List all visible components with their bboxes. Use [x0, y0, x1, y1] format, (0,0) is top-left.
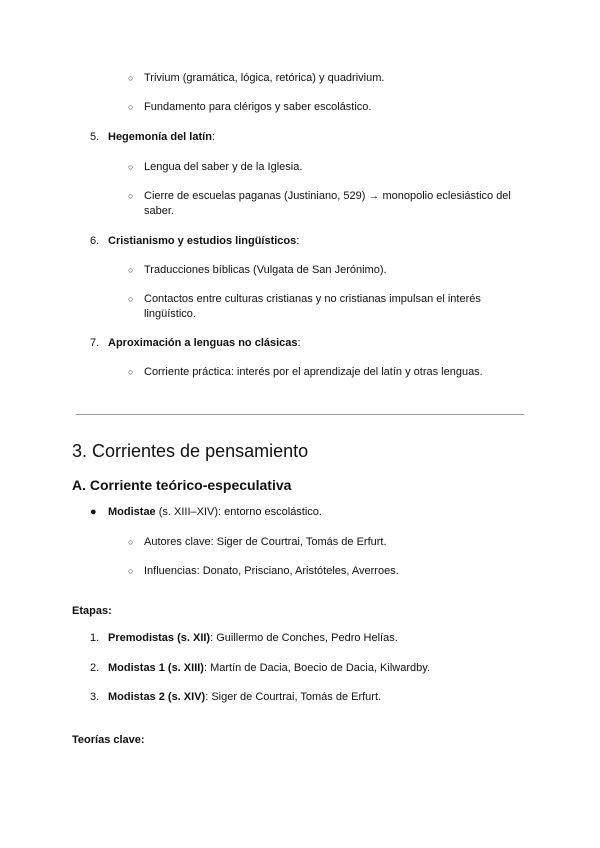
etapa-title: Modistas 1 (s. XIII) [108, 662, 204, 674]
list-item-tail: : [211, 131, 215, 143]
etapa-rest: : Siger de Courtrai, Tomás de Erfurt. [205, 691, 382, 703]
sub-bullet-marker: ○ [128, 162, 134, 172]
sub-bullet-marker: ○ [128, 537, 134, 547]
etapa-rest: : Martín de Dacia, Boecio de Dacia, Kilwardby. [203, 662, 430, 674]
sub-bullet-text: Corriente práctica: interés por el aprendizaje del latín y otras lenguas. [144, 366, 483, 378]
list-number: 6. [90, 235, 100, 247]
sub-bullet-text: Influencias: Donato, Prisciano, Aristóteles, Averroes. [144, 565, 399, 577]
etapa-title: Modistas 2 (s. XIV) [108, 691, 206, 703]
list-item-tail: : [296, 235, 300, 247]
etapa-title: Premodistas (s. XII) [108, 632, 211, 644]
modistae-rest: (s. XIII–XIV): entorno escolástico. [155, 506, 322, 518]
subsection-heading: A. Corriente teórico-especulativa [72, 477, 292, 493]
list-number: 3. [90, 691, 100, 703]
sub-bullet-text: Autores clave: Siger de Courtrai, Tomás de Erfurt. [144, 536, 387, 548]
etapa-line [108, 690, 381, 705]
list-number: 2. [90, 662, 100, 674]
modistae-line [108, 505, 322, 520]
sub-bullet-marker: ○ [128, 367, 134, 377]
sub-bullet-text: Cierre de escuelas paganas (Justiniano, 529) → monopolio eclesiástico del saber. [144, 190, 511, 217]
section-heading: 3. Corrientes de pensamiento [72, 441, 309, 461]
list-item-title: Cristianismo y estudios lingüísticos [108, 235, 297, 247]
sub-bullet-marker: ○ [128, 102, 134, 112]
list-item-heading [108, 234, 299, 249]
etapas-label: Etapas: [72, 605, 112, 617]
horizontal-divider [76, 414, 524, 415]
sub-bullet-text: Fundamento para clérigos y saber escolástico. [144, 101, 372, 113]
sub-bullet-text: Contactos entre culturas cristianas y no cristianas impulsan el interés lingüístico. [144, 293, 481, 320]
list-item-title: Aproximación a lenguas no clásicas [108, 337, 298, 349]
sub-bullet-marker: ○ [128, 294, 134, 304]
list-number: 1. [90, 632, 100, 644]
sub-bullet-text: Traducciones bíblicas (Vulgata de San Jerónimo). [144, 264, 387, 276]
sub-bullet-marker: ○ [128, 73, 134, 83]
etapa-line [108, 631, 398, 646]
teorias-label: Teorías clave: [72, 734, 145, 746]
sub-bullet-text: Trivium (gramática, lógica, retórica) y quadrivium. [144, 72, 385, 84]
list-number: 5. [90, 131, 100, 143]
list-item-heading [108, 336, 301, 351]
modistae-title: Modistae [108, 506, 156, 518]
etapa-line [108, 661, 430, 676]
list-item-title: Hegemonía del latín [108, 131, 212, 143]
etapa-rest: : Guillermo de Conches, Pedro Helías. [210, 632, 398, 644]
sub-bullet-marker: ○ [128, 191, 134, 201]
sub-bullet-text: Lengua del saber y de la Iglesia. [144, 161, 303, 173]
sub-bullet-marker: ○ [128, 566, 134, 576]
sub-bullet-marker: ○ [128, 265, 134, 275]
list-item-heading [108, 130, 215, 145]
list-number: 7. [90, 337, 100, 349]
bullet-marker: ● [90, 506, 97, 518]
list-item-tail: : [297, 337, 301, 349]
